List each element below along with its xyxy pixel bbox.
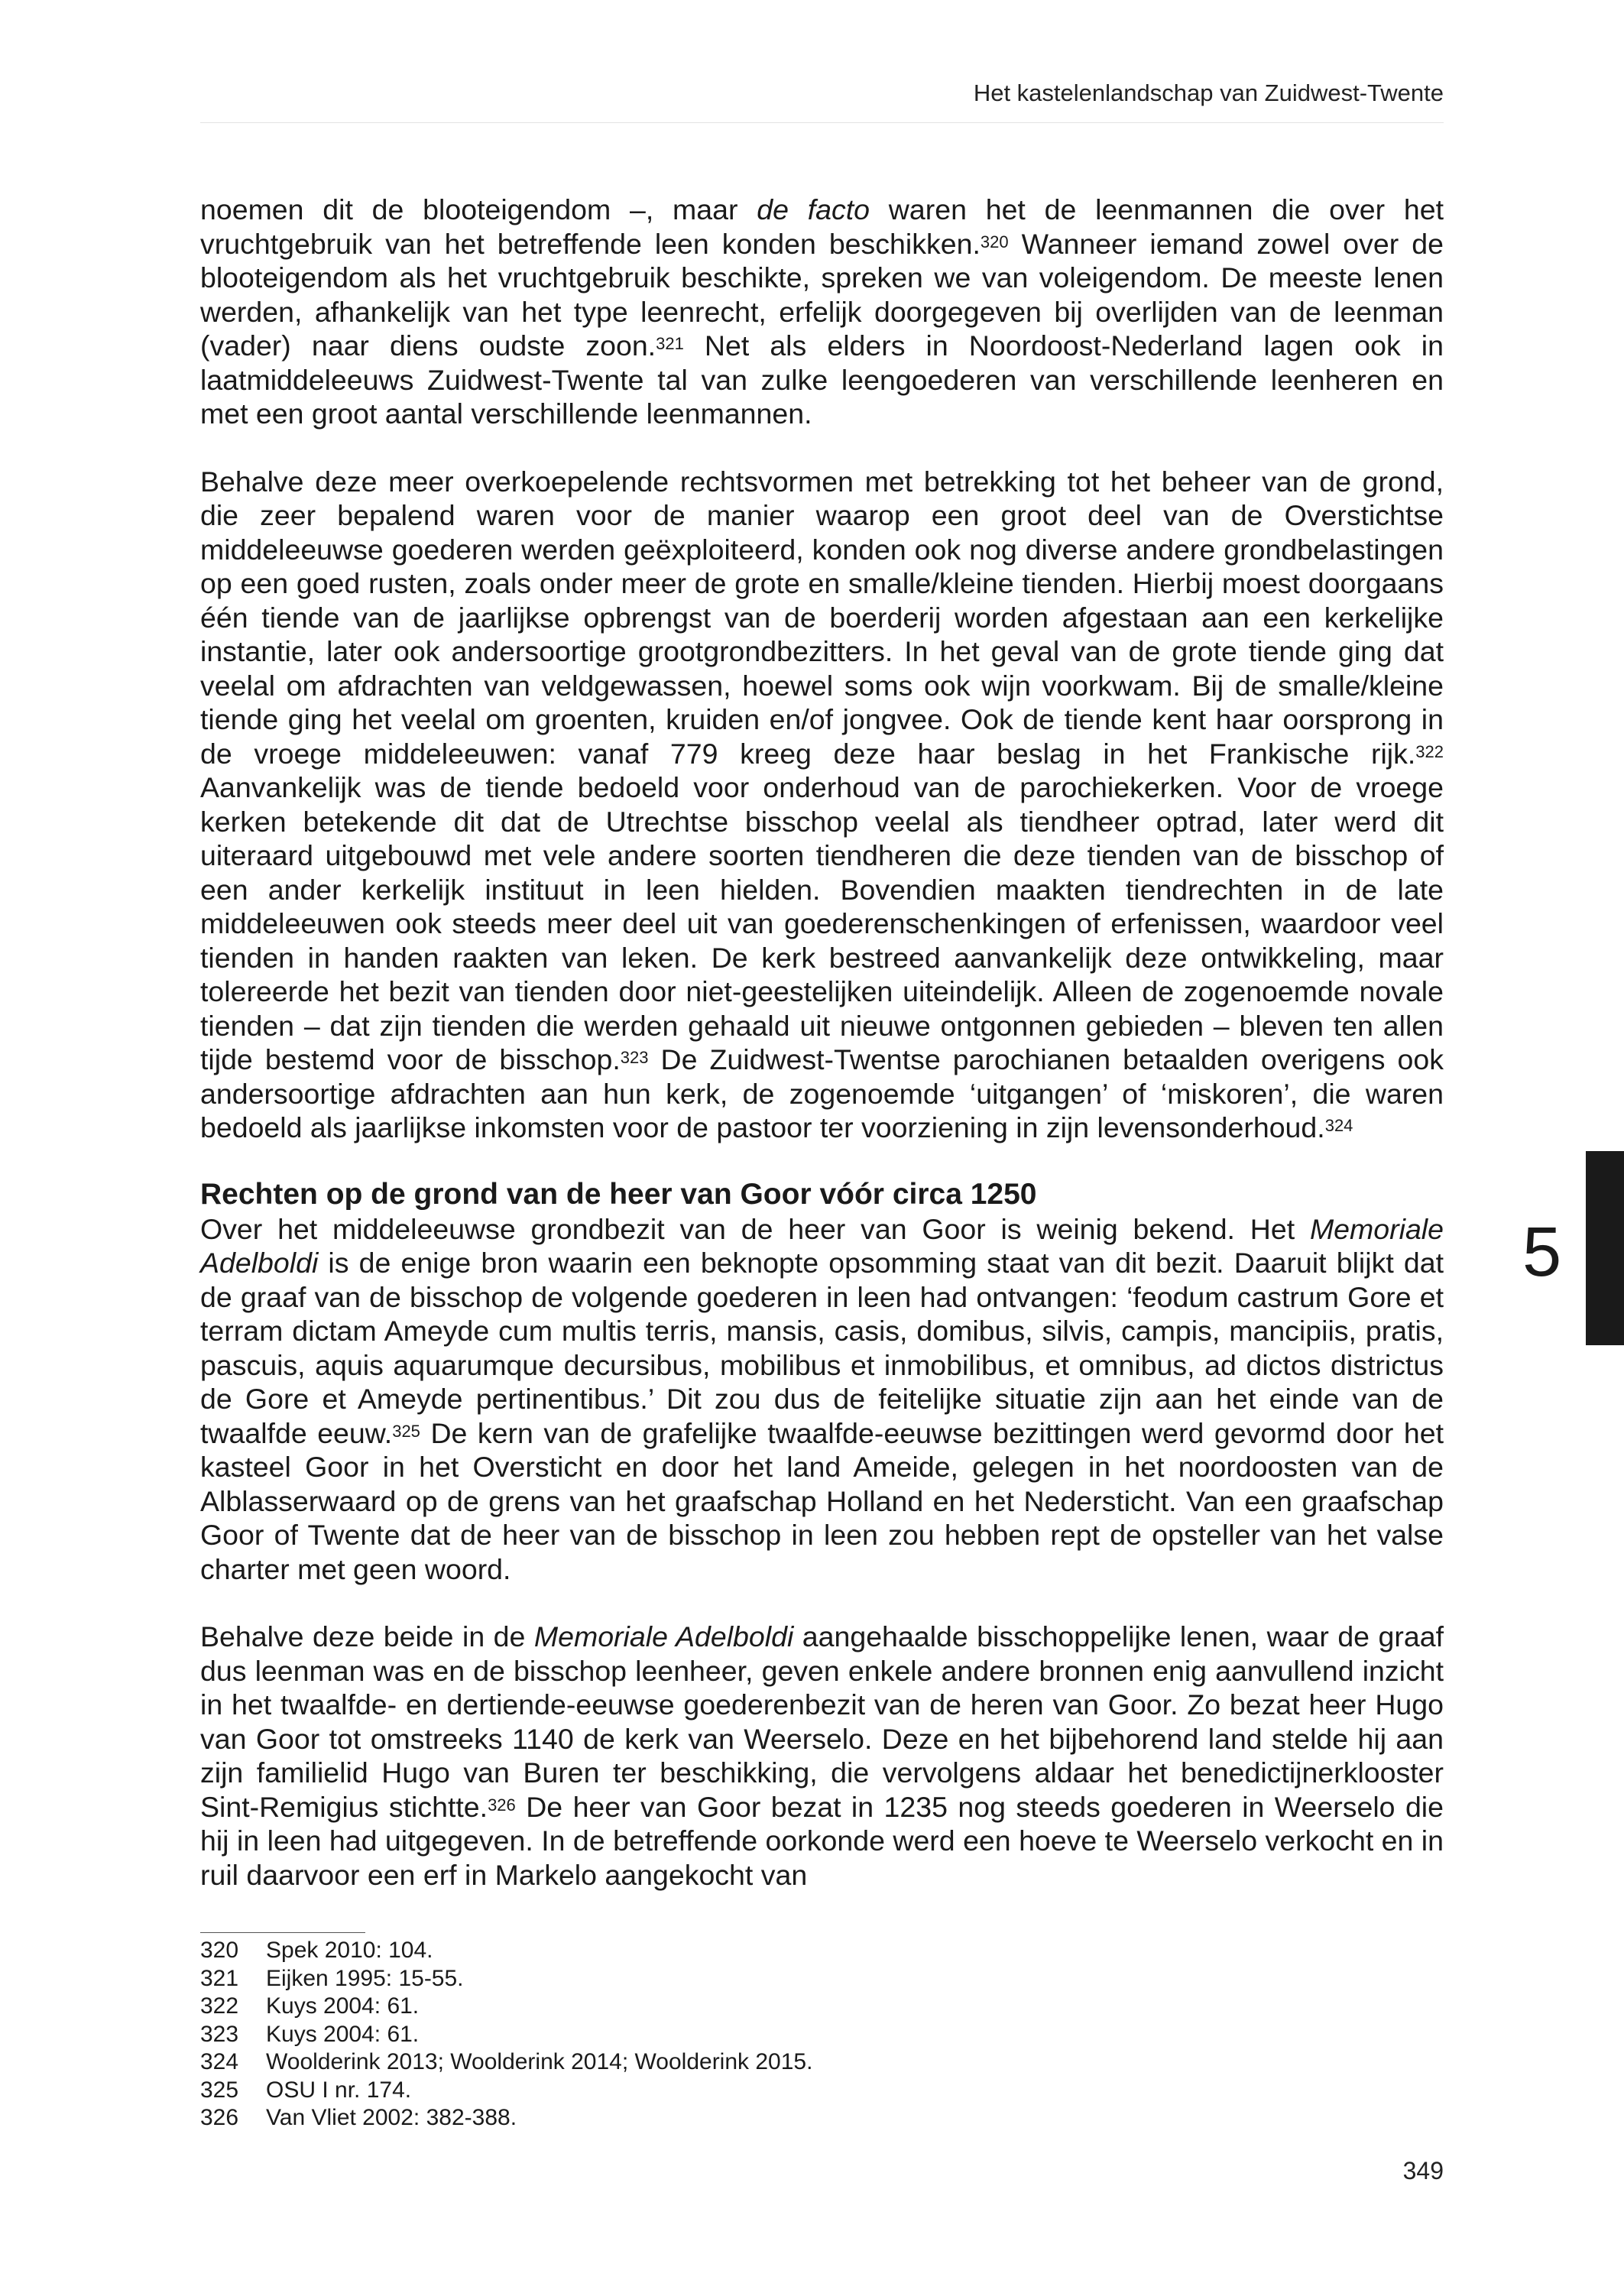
footnote — [200, 1993, 1444, 2021]
footnote-ref: 324 — [1324, 1116, 1353, 1135]
footnote-text: Kuys 2004: 61. — [266, 1993, 420, 2019]
footnote — [200, 2021, 1444, 2049]
text-run: Wanneer iemand zowel over de blooteigendom als het vruchtgebruik beschikte, spreken we van voleigendom. De meeste lenen werden, afhankelijk van het type leenrecht, erfelijk doorgegeven bij overlijden van de leenman (vader) naar diens oudste zoon. — [200, 227, 1444, 362]
text-run: waren het de leenmannen die over het vruchtgebruik van het betreffende leen konden beschikken. — [200, 193, 1444, 260]
text-run: De Zuidwest-Twentse parochianen betaalden overigens ook andersoortige afdrachten aan hun kerk, de zogenoemde ‘uitgangen’ of ‘miskoren’, die waren bedoeld als jaarlijkse inkomsten voor de pastoor ter voorziening in zijn levensonderhoud. — [200, 1043, 1444, 1143]
footnote-text: Woolderink 2013; Woolderink 2014; Woolderink 2015. — [266, 2049, 813, 2074]
footnote-text: Kuys 2004: 61. — [266, 2021, 420, 2047]
footnote-text: Spek 2010: 104. — [266, 1938, 433, 1963]
text-run: De heer van Goor bezat in 1235 nog steeds goederen in Weerselo die hij in leen had uitgegeven. In de betreffende oorkonde werd een hoeve te Weerselo verkocht en in ruil daarvoor een erf in Markelo aangekocht van — [200, 1790, 1444, 1891]
footnote-number: 322 — [200, 1993, 239, 2019]
page-number: 349 — [1402, 2157, 1444, 2184]
italic-text: Memoriale Adelboldi — [200, 1212, 1444, 1279]
footnote-number: 320 — [200, 1938, 239, 1963]
footnote-divider — [200, 1932, 365, 1933]
footnote-text: OSU I nr. 174. — [266, 2077, 412, 2103]
section-heading: Rechten op de grond van de heer van Goor vóór circa 1250 — [200, 1177, 1037, 1211]
chapter-number: 5 — [1522, 1213, 1562, 1291]
footnotes — [200, 1937, 1444, 2132]
text-run: is de enige bron waarin een beknopte opsomming staat van dit bezit. Daaruit blijkt dat de graaf van de bisschop de volgende goederen in leen had ontvangen: ‘feodum castrum Gore et terram dictam Ameyde cum multis terris, mansis, casis, domibus, silvis, campis, mancipiis, pratis, pascuis, aquis aquarumque decursibus, mobilibus et inmobilibus, et omnibus, ad dictos districtus de Gore et Ameyde pertinentibus.’ Dit zou dus de feitelijke situatie zijn aan het einde van de twaalfde eeuw. — [200, 1247, 1444, 1449]
footnote — [200, 2048, 1444, 2077]
footnote-ref: 323 — [620, 1048, 649, 1067]
italic-text: de facto — [757, 193, 870, 225]
footnote-ref: 320 — [980, 232, 1009, 251]
paragraph — [200, 1212, 1444, 1587]
footnote-ref: 326 — [488, 1795, 516, 1815]
body-text — [200, 193, 1444, 1892]
text-run: Behalve deze meer overkoepelende rechtsvormen met betrekking tot het beheer van de grond, die zeer bepalend waren voor de manier waarop een groot deel van de Overstichtse middeleeuwse goederen werden geëxploiteerd, konden ook nog diverse andere grondbelastingen op een goed rusten, zoals onder meer de grote en smalle/kleine tienden. Hierbij moest doorgaans één tiende van de jaarlijkse opbrengst van de boerderij worden afgestaan aan een kerkelijke instantie, later ook andersoortige grootgrondbezitters. In het geval van de grote tiende ging dat veelal om afdrachten van veldgewassen, hoewel soms ook wijn voorkwam. Bij de smalle/kleine tiende ging het veelal om groenten, kruiden en/of jongvee. Ook de tiende kent haar oorsprong in de vroege middeleeuwen: vanaf 779 kreeg deze haar beslag in het Frankische rijk. — [200, 465, 1444, 770]
footnote — [200, 2077, 1444, 2105]
text-run: Aanvankelijk was de tiende bedoeld voor onderhoud van de parochiekerken. Voor de vroege kerken betekende dit dat de Utrechtse bisschop veelal als tiendheer optrad, later werd dit uiteraard uitgebouwd met vele andere soorten tiendheren die deze tienden van de bisschop of een ander kerkelijk instituut in leen hielden. Bovendien maakten tiendrechten in de late middeleeuwen ook steeds meer deel uit van goederenschenkingen of erfenissen, waardoor veel tienden in handen raakten van leken. De kerk bestreed aanvankelijk deze ontwikkeling, maar tolereerde het bezit van tienden door niet-geestelijken uiteindelijk. Alleen de zogenoemde novale tienden – dat zijn tienden die werden gehaald uit nieuwe ontgonnen gebieden – bleven ten allen tijde bestemd voor de bisschop. — [200, 771, 1444, 1075]
text-run: noemen dit de blooteigendom –, maar — [200, 193, 757, 225]
text-run: aangehaalde bisschoppelijke lenen, waar de graaf dus leenman was en de bisschop leenheer, geven enkele andere bronnen enig aanvullend inzicht in het twaalfde- en dertiende-eeuwse goederenbezit van de heren van Goor. Zo bezat heer Hugo van Goor tot omstreeks 1140 de kerk van Weerselo. Deze en het bijbehorend land stelde hij aan zijn familielid Hugo van Buren ter beschikking, die vervolgens aldaar het benedictijnerklooster Sint-Remigius stichtte. — [200, 1620, 1444, 1823]
header-divider — [200, 122, 1444, 123]
italic-text: Memoriale Adelboldi — [533, 1620, 794, 1652]
chapter-tab — [1586, 1151, 1624, 1345]
text-run: Behalve deze beide in de — [200, 1620, 534, 1652]
paragraph — [200, 1620, 1444, 1892]
text-run: De kern van de grafelijke twaalfde-eeuwse bezittingen werd gevormd door het kasteel Goor in het Oversticht en door het land Ameide, gelegen in het noordoosten van de Alblasserwaard op de grens van het graafschap Holland en het Nedersticht. Van een graafschap Goor of Twente dat de heer van de bisschop in leen zou hebben rept de opsteller van het valse charter met geen woord. — [200, 1416, 1444, 1585]
running-head: Het kastelenlandschap van Zuidwest-Twente — [973, 79, 1444, 106]
paragraph — [200, 193, 1444, 431]
footnote-number: 321 — [200, 1965, 239, 1991]
footnote — [200, 2104, 1444, 2132]
footnote — [200, 1965, 1444, 1993]
footnote-number: 325 — [200, 2077, 239, 2103]
paragraph — [200, 465, 1444, 1145]
text-run: Over het middeleeuwse grondbezit van de heer van Goor is weinig bekend. Het — [200, 1212, 1310, 1245]
footnote-ref: 321 — [656, 334, 684, 353]
text-run: Net als elders in Noordoost-Nederland lagen ook in laatmiddeleeuws Zuidwest-Twente tal van zulke leengoederen van verschillende leenheren en met een groot aantal verschillende leenmannen. — [200, 329, 1444, 430]
footnote-text: Eijken 1995: 15-55. — [266, 1965, 464, 1991]
footnote-number: 323 — [200, 2021, 239, 2047]
footnote-number: 326 — [200, 2105, 239, 2130]
footnote-ref: 322 — [1415, 741, 1444, 761]
footnote-text: Van Vliet 2002: 382-388. — [266, 2105, 517, 2130]
footnote — [200, 1937, 1444, 1965]
footnote-number: 324 — [200, 2049, 239, 2074]
footnote-ref: 325 — [392, 1421, 420, 1441]
